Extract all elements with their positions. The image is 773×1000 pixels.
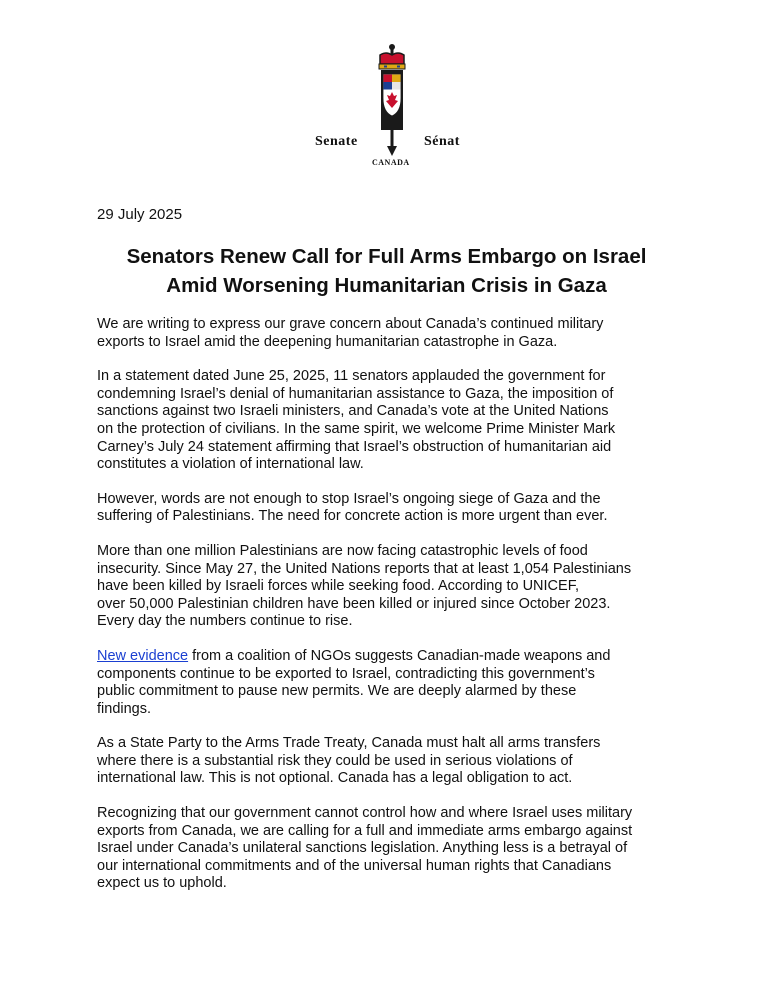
text-line: our international commitments and of the universal human rights that Canadians (97, 857, 612, 874)
link-trailing-text: from a coalition of NGOs suggests Canadian-made weapons and (188, 647, 611, 664)
paragraph (97, 543, 697, 631)
text-line: However, words are not enough to stop Israel’s ongoing siege of Gaza and the (97, 490, 601, 507)
country-label: CANADA (372, 158, 410, 167)
text-line: over 50,000 Palestinian children have been killed or injured since October 2023. (97, 595, 611, 612)
senate-crest-icon (370, 42, 414, 160)
document-date: 29 July 2025 (97, 206, 183, 223)
document-title (60, 242, 713, 300)
text-line: expect us to uphold. (97, 875, 227, 892)
letterhead (0, 40, 773, 175)
paragraph (97, 316, 697, 351)
text-line: insecurity. Since May 27, the United Nations reports that at least 1,054 Palestinians (97, 560, 632, 577)
text-line: public commitment to pause new permits. We are deeply alarmed by these (97, 683, 577, 700)
paragraph (97, 491, 697, 526)
paragraph (97, 368, 697, 474)
senate-wordmark-en: Senate (315, 134, 358, 149)
paragraph (97, 648, 697, 718)
text-line: Carney’s July 24 statement affirming that Israel’s obstruction of humanitarian aid (97, 438, 612, 455)
text-line: More than one million Palestinians are now facing catastrophic levels of food (97, 542, 588, 559)
text-line: suffering of Palestinians. The need for concrete action is more urgent than ever. (97, 508, 608, 525)
text-line: Israel under Canada’s unilateral sanctions legislation. Anything less is a betrayal of (97, 840, 628, 857)
text-line: exports from Canada, we are calling for a full and immediate arms embargo against (97, 822, 633, 839)
text-line: exports to Israel amid the deepening humanitarian catastrophe in Gaza. (97, 333, 558, 350)
text-line: have been killed by Israeli forces while seeking food. According to UNICEF, (97, 578, 579, 595)
title-line: Amid Worsening Humanitarian Crisis in Gaza (166, 274, 607, 297)
new-evidence-link[interactable]: New evidence (97, 647, 189, 664)
text-line (97, 648, 697, 666)
text-line: international law. This is not optional. Canada has a legal obligation to act. (97, 770, 573, 787)
paragraph (97, 805, 697, 893)
text-line: constitutes a violation of international law. (97, 456, 364, 473)
senate-wordmark-fr: Sénat (424, 134, 460, 149)
text-line: As a State Party to the Arms Trade Treaty, Canada must halt all arms transfers (97, 735, 601, 752)
text-line: condemning Israel’s denial of humanitarian assistance to Gaza, the imposition of (97, 385, 614, 402)
text-line: sanctions against two Israeli ministers, and Canada’s vote at the United Nations (97, 403, 609, 420)
text-line: We are writing to express our grave concern about Canada’s continued military (97, 316, 604, 332)
document-body (97, 316, 697, 910)
text-line: components continue to be exported to Israel, contradicting this government’s (97, 665, 595, 682)
text-line: In a statement dated June 25, 2025, 11 senators applauded the government for (97, 368, 606, 385)
text-line: Every day the numbers continue to rise. (97, 613, 353, 630)
text-line: on the protection of civilians. In the same spirit, we welcome Prime Minister Mark (97, 420, 616, 437)
text-line: where there is a substantial risk they could be used in serious violations of (97, 752, 573, 769)
text-line: findings. (97, 700, 152, 717)
paragraph (97, 735, 697, 788)
text-line: Recognizing that our government cannot control how and where Israel uses military (97, 805, 633, 822)
title-line: Senators Renew Call for Full Arms Embargo on Israel (126, 245, 647, 268)
